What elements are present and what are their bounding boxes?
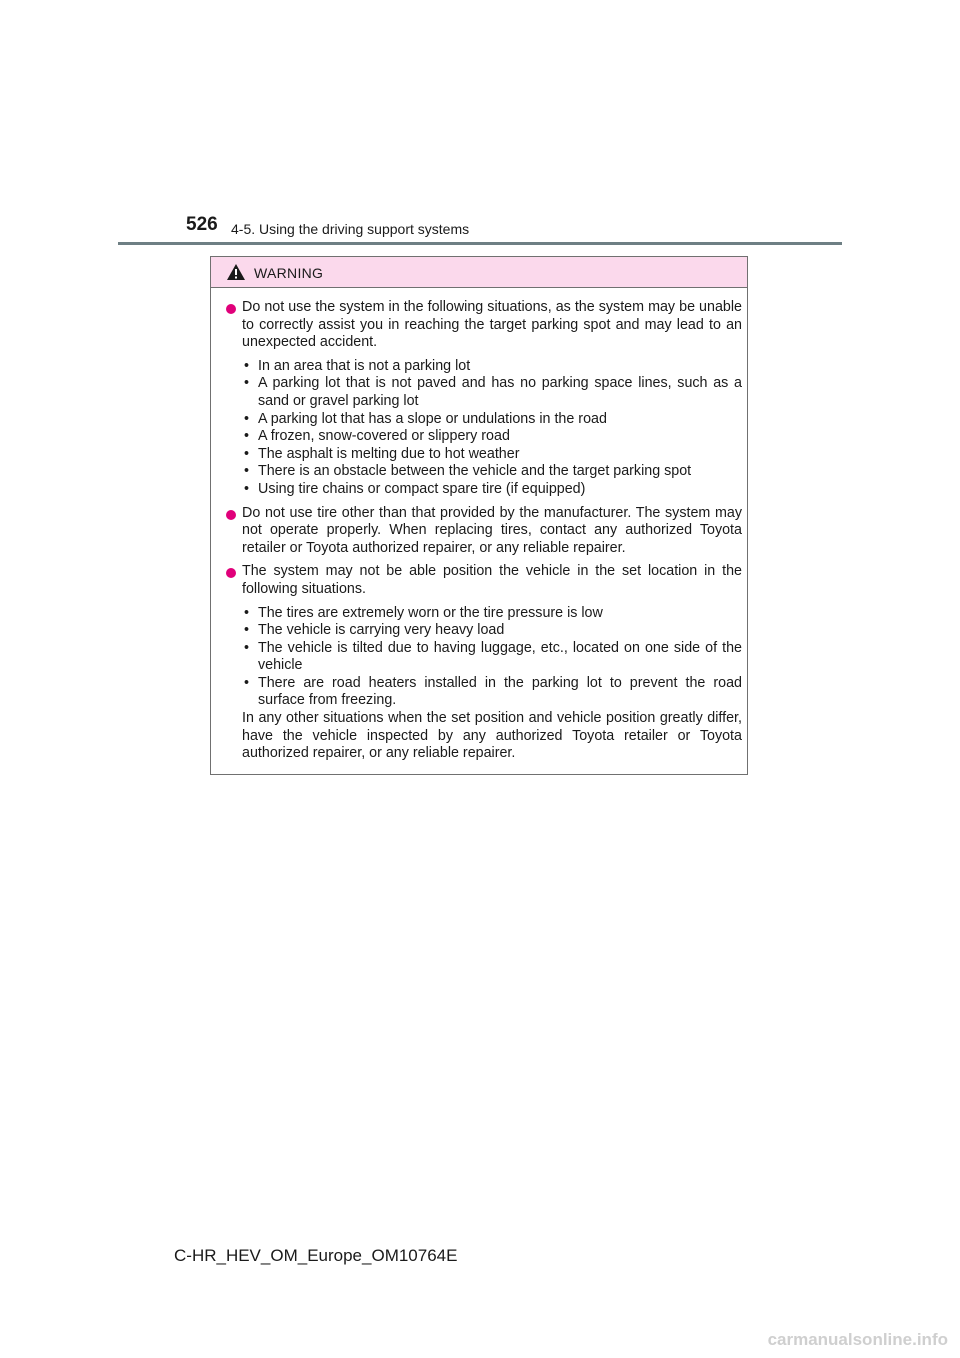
warning-header: [211, 257, 747, 288]
sub-list-item: • There is an obstacle between the vehicle and the target parking spot: [242, 463, 742, 481]
warning-label: WARNING: [254, 265, 324, 281]
sub-list-item: • A parking lot that has a slope or undulations in the road: [242, 411, 742, 429]
bullet-dot-icon: [226, 510, 236, 520]
header-rule: [118, 242, 842, 245]
bullet-dot-icon: [226, 304, 236, 314]
sub-list-item: • The tires are extremely worn or the tire pressure is low: [242, 605, 742, 623]
warning-item-text: Do not use tire other than that provided by the manufacturer. The system may not operate properly. When replacing tires, contact any authorized Toyota retailer or Toyota authorized repairer, or any reliable repairer.: [242, 504, 742, 556]
sub-list-item: • The vehicle is tilted due to having luggage, etc., located on one side of the vehicle: [242, 640, 742, 675]
document-code: C-HR_HEV_OM_Europe_OM10764E: [174, 1246, 458, 1265]
watermark: carmanualsonline.info: [767, 1330, 948, 1349]
sub-list-item: • There are road heaters installed in the parking lot to prevent the road surface from freezing.: [242, 675, 742, 710]
sub-list-item: • The asphalt is melting due to hot weather: [242, 446, 742, 464]
sub-list: [242, 605, 742, 711]
bullet-dot-icon: [226, 568, 236, 578]
sub-list: [242, 358, 742, 499]
sub-list-item: • A frozen, snow-covered or slippery road: [242, 428, 742, 446]
page-number: 526: [186, 214, 218, 235]
warning-item-text: Do not use the system in the following situations, as the system may be unable to correctly assist you in reaching the target parking spot and may lead to an unexpected accident.: [242, 299, 742, 351]
warning-item: [211, 563, 742, 763]
warning-box: [210, 256, 748, 775]
warning-item-after-text: In any other situations when the set position and vehicle position greatly differ, have the vehicle inspected by any authorized Toyota retailer or Toyota authorized repairer, or any reliable repairer.: [242, 710, 742, 762]
warning-item-text: The system may not be able position the vehicle in the set location in the following situations.: [242, 563, 742, 597]
sub-list-item: • In an area that is not a parking lot: [242, 358, 742, 376]
warning-item: [211, 505, 742, 558]
sub-list-item: • Using tire chains or compact spare tire (if equipped): [242, 481, 742, 499]
section-title: 4-5. Using the driving support systems: [231, 221, 470, 237]
sub-list-item: • The vehicle is carrying very heavy load: [242, 622, 742, 640]
warning-body: [211, 288, 747, 763]
sub-list-item: • A parking lot that is not paved and has no parking space lines, such as a sand or gravel parking lot: [242, 375, 742, 410]
warning-triangle-icon: [226, 263, 246, 281]
warning-item: [211, 299, 742, 499]
